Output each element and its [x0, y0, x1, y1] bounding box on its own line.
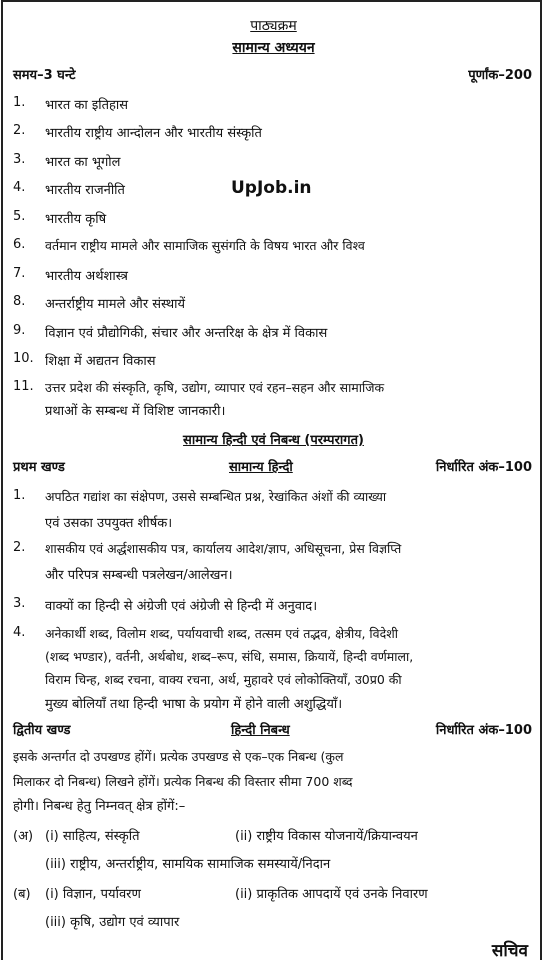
- part2-label: द्वितीय खण्ड: [13, 723, 71, 738]
- list-item: 2. शासकीय एवं अर्द्धशासकीय पत्र, कार्यालय आदेश/ज्ञाप, अधिसूचना, प्रेस विज्ञप्ति और परिपत्र सम्बन्धी पत्रलेखन/आलेखन।: [13, 540, 402, 583]
- list-item: 1. भारत का इतिहास: [13, 95, 129, 113]
- list-item: 3. भारत का भूगोल: [13, 152, 121, 170]
- list-item: 4. अनेकार्थी शब्द, विलोम शब्द, पर्यायवाची शब्द, तत्सम एवं तद्भव, क्षेत्रीय, विदेशी (शब्द भण्डार), वर्तनी, अर्थबोध, शब्द–रूप, संधि, समास, क्रियायें, हिन्दी वर्णमाला, विराम चिन्ह, शब्द रचना, वाक्य रचना, अर्थ, मुहावरे एवं लोकोक्तियाँ, उ0प्र0 की मुख्य बोलियाँ तथा हिन्दी भाषा के प्रयोग में होने वाली अशुद्धियाँ।: [13, 625, 414, 712]
- part1-title: सामान्य हिन्दी: [229, 460, 293, 475]
- paragraph-line: इसके अन्तर्गत दो उपखण्ड होंगें। प्रत्येक उपखण्ड से एक–एक निबन्ध (कुल: [13, 749, 344, 764]
- list-item: 11. उत्तर प्रदेश की संस्कृति, कृषि, उद्योग, व्यापार एवं रहन–सहन और सामाजिक प्रथाओं के सम्बन्ध में विशिष्ट जानकारी।: [13, 379, 385, 419]
- list-item: 2. भारतीय राष्ट्रीय आन्दोलन और भारतीय संस्कृति: [13, 123, 262, 141]
- paragraph-line: होगी। निबन्ध हेतु निम्नवत् क्षेत्र होंगें:–: [13, 799, 186, 814]
- page-subtitle: सामान्य अध्ययन: [232, 40, 315, 56]
- watermark-text: UpJob.in: [231, 178, 312, 198]
- list-item: 3. वाक्यों का हिन्दी से अंग्रेजी एवं अंग्रेजी से हिन्दी में अनुवाद।: [13, 596, 318, 614]
- page-title: पाठ्यक्रम: [250, 18, 297, 34]
- part2-marks: निर्धारित अंक–100: [435, 723, 532, 738]
- group-item: (i) साहित्य, संस्कृति: [45, 829, 140, 844]
- group-item: (iii) कृषि, उद्योग एवं व्यापार: [45, 915, 180, 930]
- list-item: 7. भारतीय अर्थशास्त्र: [13, 266, 128, 284]
- part1-label: प्रथम खण्ड: [13, 460, 65, 475]
- signature: सचिव: [491, 941, 528, 961]
- part2-title: हिन्दी निबन्ध: [231, 723, 290, 738]
- group-item: (iii) राष्ट्रीय, अन्तर्राष्ट्रीय, सामयिक सामाजिक समस्यायें/निदान: [45, 857, 331, 872]
- section-title: सामान्य हिन्दी एवं निबन्ध (परम्परागत): [183, 433, 364, 448]
- list-item: 4. भारतीय राजनीति: [13, 180, 125, 198]
- syllabus-page: [1, 0, 542, 960]
- list-item: 10. शिक्षा में अद्यतन विकास: [13, 351, 156, 369]
- group-item: (i) विज्ञान, पर्यावरण: [45, 887, 141, 902]
- list-item: 1. अपठित गद्यांश का संक्षेपण, उससे सम्बन्धित प्रश्न, रेखांकित अंशों की व्याख्या एवं उसका उपयुक्त शीर्षक।: [13, 488, 387, 531]
- list-item: 5. भारतीय कृषि: [13, 209, 107, 227]
- group-item: (ii) राष्ट्रीय विकास योजनायें/क्रियान्वयन: [235, 829, 418, 844]
- list-item: 8. अन्तर्राष्ट्रीय मामले और संस्थायें: [13, 294, 186, 312]
- group-label: (अ): [13, 829, 34, 844]
- exam-time: समय–3 घन्टे: [13, 68, 76, 83]
- paragraph-line: मिलाकर दो निबन्ध) लिखने होंगें। प्रत्येक निबन्ध की विस्तार सीमा 700 शब्द: [13, 774, 353, 789]
- list-item: 9. विज्ञान एवं प्रौद्योगिकी, संचार और अन्तरिक्ष के क्षेत्र में विकास: [13, 323, 328, 341]
- group-label: (ब): [13, 887, 31, 902]
- part1-marks: निर्धारित अंक–100: [435, 460, 532, 475]
- max-marks: पूर्णांक–200: [468, 68, 532, 83]
- group-item: (ii) प्राकृतिक आपदायें एवं उनके निवारण: [235, 887, 428, 902]
- list-item: 6. वर्तमान राष्ट्रीय मामले और सामाजिक सुसंगति के विषय भारत और विश्व: [13, 237, 365, 253]
